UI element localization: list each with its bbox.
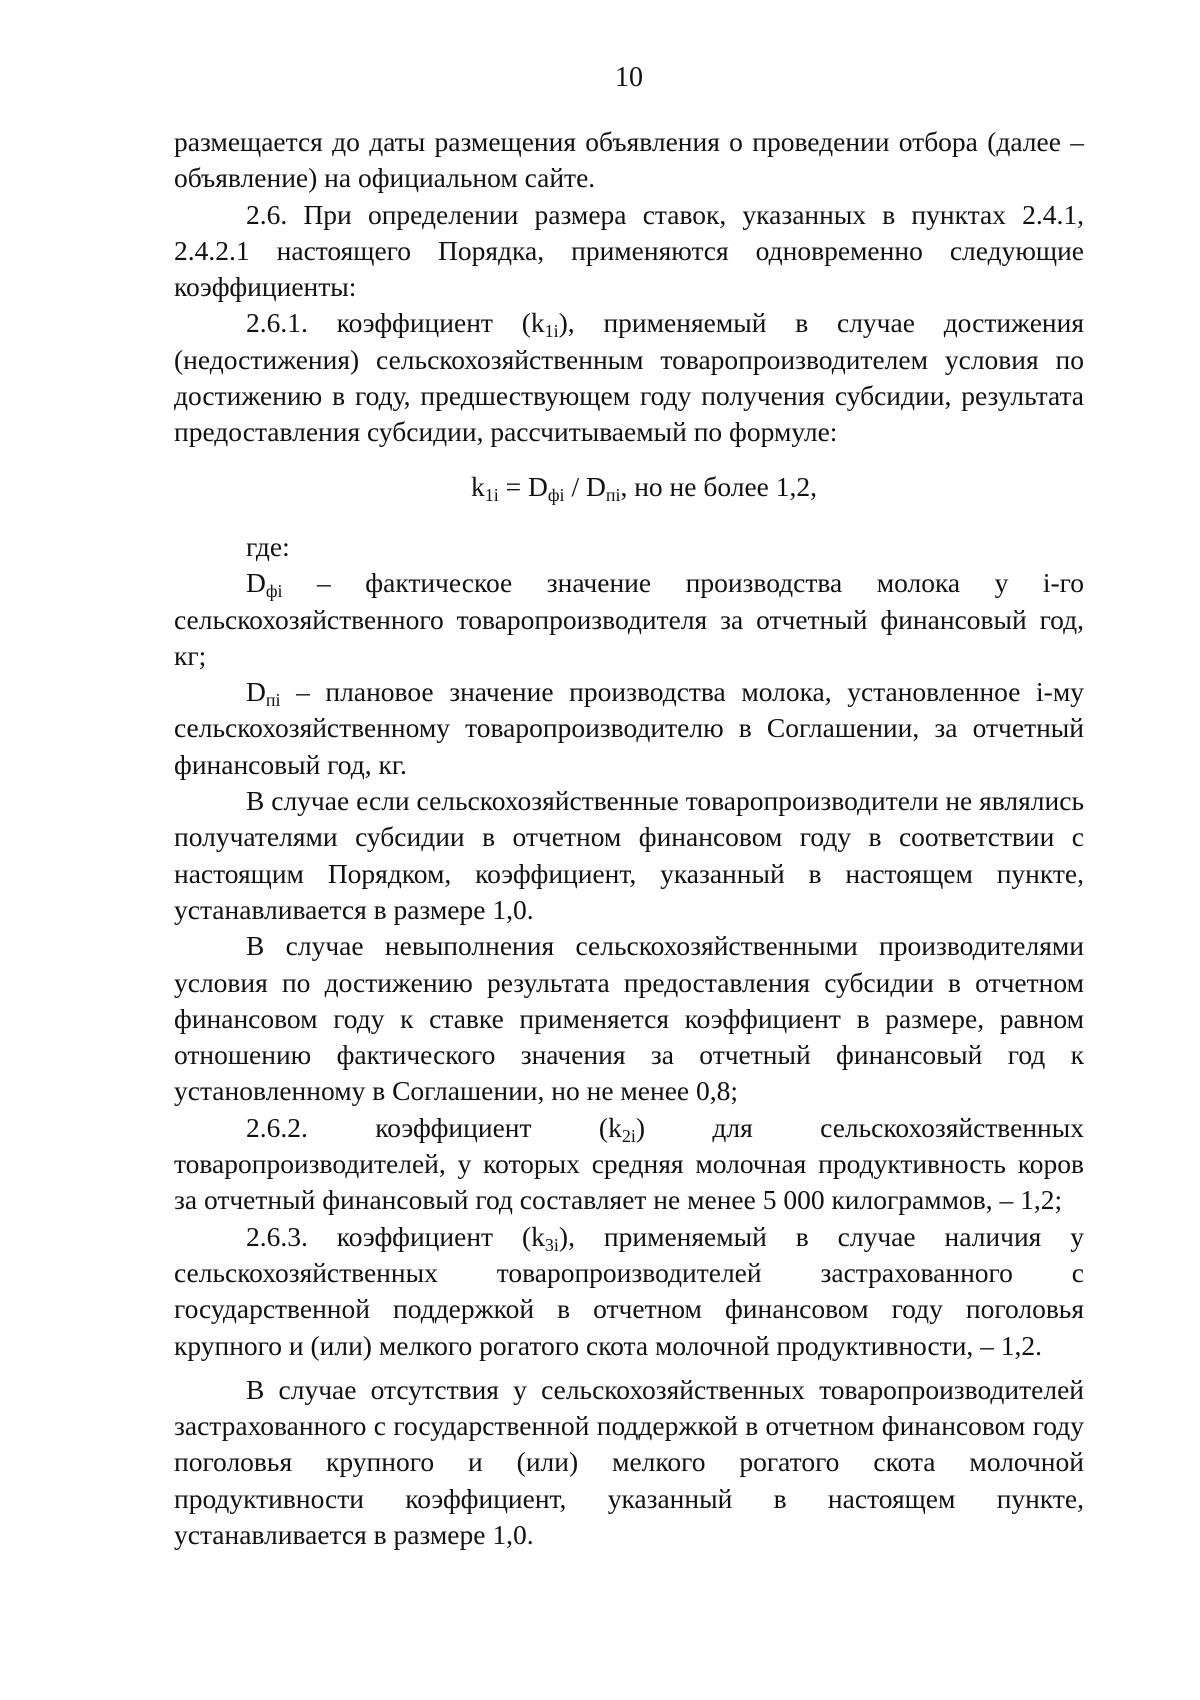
definition-d-fact-subscript: фi [265, 581, 283, 602]
paragraph-2-6-3-text-pre: 2.6.3. коэффициент (k [246, 1220, 545, 1252]
formula-tail: , но не более 1,2, [620, 470, 817, 502]
definition-d-fact-symbol: D [246, 567, 266, 599]
formula-d-fact-subscript: фi [547, 484, 565, 505]
paragraph-2-6-2-text-post: ) для сельскохозяйственных товаропроизводителей, у которых средняя молочная продуктивность коров за отчетный финансовый год составляет не менее 5 000 килограммов, – 1,2; [174, 1111, 1084, 1216]
paragraph-2-6-1-text-pre: 2.6.1. коэффициент (k [246, 307, 545, 339]
page-number: 10 [615, 62, 643, 93]
formula-k: k [471, 470, 485, 502]
coefficient-k3i-subscript: 3i [544, 1234, 559, 1255]
formula-k-subscript: 1i [484, 484, 499, 505]
definition-d-plan [174, 674, 1084, 783]
formula-d-plan-subscript: пi [605, 484, 621, 505]
paragraph-2-6-2-text-pre: 2.6.2. коэффициент (k [246, 1111, 622, 1143]
paragraph-not-recipients: В случае если сельскохозяйственные товаропроизводители не являлись получателями субсидии в отчетном финансовом году в соответствии с настоящим Порядком, коэффициент, указанный в настоящем пункте, устанавливается в размере 1,0. [174, 785, 1084, 925]
coefficient-k2i-subscript: 2i [621, 1125, 636, 1146]
paragraph-2-6-1 [174, 305, 1084, 450]
paragraph-non-fulfillment: В случае невыполнения сельскохозяйственными производителями условия по достижению результата предоставления субсидии в отчетном финансовом году к ставке применяется коэффициент в размере, равном отношению фактического значения за отчетный финансовый год к установленному в Соглашении, но не менее 0,8; [174, 930, 1084, 1107]
formula-k1i [174, 469, 1084, 505]
paragraph-2-6-1-text-post: ), применяемый в случае достижения (недостижения) сельскохозяйственным товаропроизводителем условия по достижению в году, предшествующем году получения субсидии, результата предоставления субсидии, рассчитываемый по формуле: [174, 307, 1084, 448]
paragraph-2-6-3 [174, 1219, 1084, 1364]
document-body [174, 124, 1084, 1553]
formula-equals-d: = D [498, 470, 548, 502]
definition-d-fact-text: – фактическое значение производства молока у i-го сельскохозяйственного товаропроизводителя за отчетный финансовый год, кг; [174, 567, 1084, 671]
definition-d-plan-subscript: пi [265, 690, 281, 711]
paragraph-continuation: размещается до даты размещения объявления о проведении отбора (далее – объявление) на официальном сайте. [174, 126, 1084, 194]
definition-d-plan-symbol: D [246, 676, 266, 708]
paragraph-2-6-3-text-post: ), применяемый в случае наличия у сельскохозяйственных товаропроизводителей застрахованного с государственной поддержкой в отчетном финансовом году поголовья крупного и (или) мелкого рогатого скота молочной продуктивности, – 1,2. [174, 1220, 1085, 1361]
formula-slash-d: / D [564, 470, 606, 502]
definition-d-plan-text: – плановое значение производства молока, установленное i-му сельскохозяйственному товаропроизводителю в Соглашении, за отчетный финансовый год, кг. [174, 676, 1084, 780]
paragraph-where: где: [246, 530, 290, 562]
coefficient-k1i-subscript: 1i [544, 321, 559, 342]
paragraph-2-6-2 [174, 1110, 1084, 1219]
definition-d-fact [174, 565, 1084, 674]
paragraph-2-6: 2.6. При определении размера ставок, указанных в пунктах 2.4.1, 2.4.2.1 настоящего Порядка, применяются одновременно следующие коэффициенты: [174, 198, 1084, 303]
paragraph-no-insurance: В случае отсутствия у сельскохозяйственных товаропроизводителей застрахованного с государственной поддержкой в отчетном финансовом году поголовья крупного и (или) мелкого рогатого скота молочной продуктивности коэффициент, указанный в настоящем пункте, устанавливается в размере 1,0. [174, 1373, 1084, 1550]
